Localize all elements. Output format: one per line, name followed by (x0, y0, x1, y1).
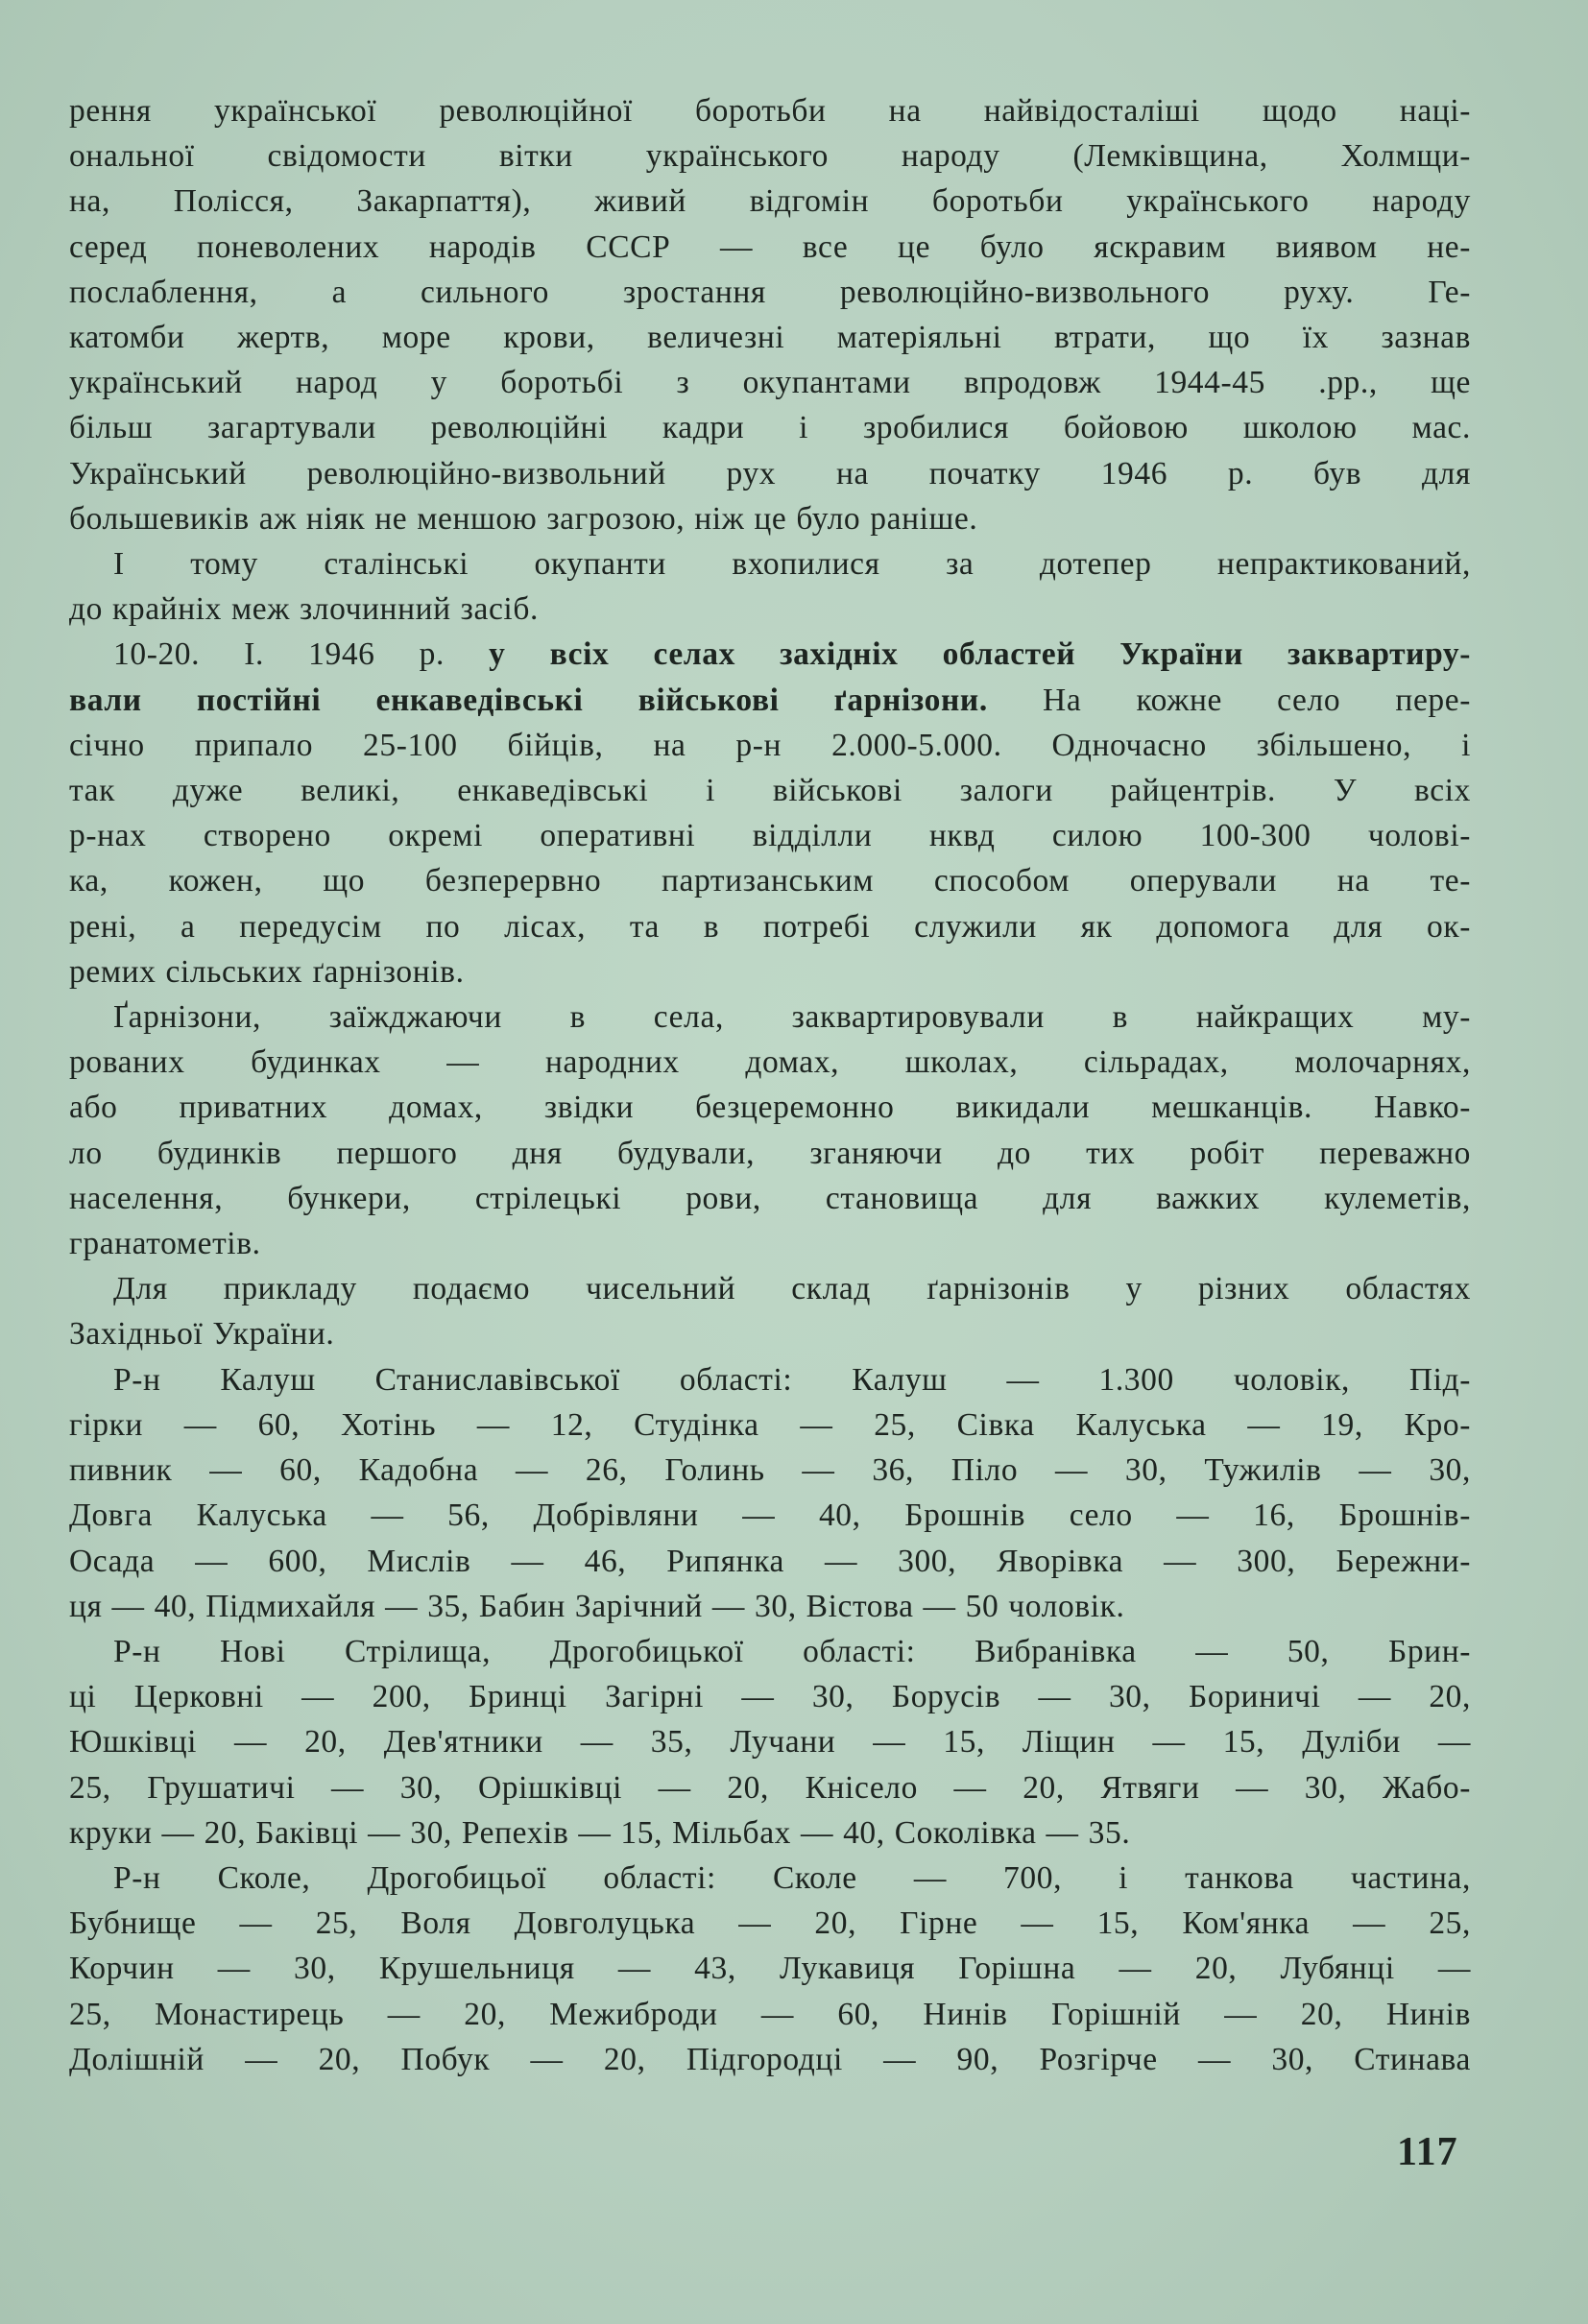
text-line: послаблення, а сильного зростання революційно-визвольного руху. Ге- (69, 274, 1471, 310)
text-line: Для прикладу подаємо чисельний склад ґарнізонів у різних областях (113, 1271, 1471, 1307)
bold-text: вали постійні енкаведівські військові ґарнізони. (69, 682, 988, 718)
text-line: круки — 20, Баківці — 30, Репехів — 15, Мільбах — 40, Соколівка — 35. (69, 1814, 1131, 1851)
text-line: ця — 40, Підмихайля — 35, Бабин Зарічний — 30, Вістова — 50 чоловік. (69, 1588, 1125, 1624)
text-line: або приватних домах, звідки безцеремонно викидали мешканців. Навко- (69, 1090, 1471, 1126)
text-line: ональної свідомости вітки українського народу (Лемківщина, Холмщи- (69, 138, 1471, 175)
text-line: ка, кожен, що безперервно партизанським способом оперували на те- (69, 863, 1471, 899)
text-line: більш загартували революційні кадри і зробилися бойовою школою мас. (69, 410, 1471, 446)
text-line: Осада — 600, Мислів — 46, Рипянка — 300, Яворівка — 300, Бережни- (69, 1543, 1471, 1579)
text-line: ло будинків першого дня будували, зганяючи до тих робіт переважно (69, 1135, 1471, 1171)
text-line: населення, бункери, стрілецькі рови, становища для важких кулеметів, (69, 1180, 1471, 1216)
text-line: Корчин — 30, Крушельниця — 43, Лукавиця Горішна — 20, Лубянці — (69, 1951, 1471, 1987)
text-line: січно припало 25-100 бійців, на р-н 2.000-5.000. Одночасно збільшено, і (69, 727, 1471, 763)
text-line: пивник — 60, Кадобна — 26, Голинь — 36, Піло — 30, Тужилів — 30, (69, 1452, 1471, 1489)
text-line: р-нах створено окремі оперативні відділли нквд силою 100-300 чолові- (69, 818, 1471, 854)
text-line: Долішній — 20, Побук — 20, Підгородці — 90, Розгірче — 30, Стинава (69, 2041, 1471, 2077)
text-line: катомби жертв, море крови, величезні матеріяльні втрати, що їх зазнав (69, 320, 1471, 356)
text-line: Юшківці — 20, Дев'ятники — 35, Лучани — 15, Ліщин — 15, Дуліби — (69, 1724, 1471, 1761)
paragraph-6 (69, 1357, 1471, 1629)
paragraph-3 (69, 632, 1471, 994)
text-line: ремих сільських ґарнізонів. (69, 953, 465, 990)
text-line: 25, Грушатичі — 30, Орішківці — 20, Кнісело — 20, Ятвяги — 30, Жабо- (69, 1769, 1471, 1806)
text-line: на, Полісся, Закарпаття), живий відгомін боротьби українського народу (69, 183, 1471, 220)
text-line: так дуже великі, енкаведівські і військові залоги райцентрів. У всіх (69, 773, 1471, 809)
text-line: рення української революційної боротьби на найвідосталіші щодо наці- (69, 93, 1471, 129)
text-line: І тому сталінські окупанти вхопилися за дотепер непрактикований, (113, 546, 1471, 583)
paragraph-8 (69, 1856, 1471, 2082)
text-line: український народ у боротьбі з окупантами впродовж 1944-45 .рр., ще (69, 365, 1471, 401)
paragraph-7 (69, 1629, 1471, 1856)
text-line: Р-н Нові Стрілища, Дрогобицької області: Вибранівка — 50, Брин- (113, 1633, 1471, 1669)
text-line: Бубнище — 25, Воля Довголуцька — 20, Гірне — 15, Ком'янка — 25, (69, 1905, 1471, 1942)
paragraph-2 (69, 541, 1471, 632)
paragraph-1 (69, 88, 1471, 541)
paragraph-5 (69, 1266, 1471, 1356)
paragraph-4 (69, 994, 1471, 1266)
text-line (69, 678, 1471, 723)
body-text (69, 88, 1471, 2082)
text-line: Р-н Сколе, Дрогобицьої області: Сколе — 700, і танкова частина, (113, 1859, 1471, 1896)
text-line: Довга Калуська — 56, Добрівляни — 40, Брошнів село — 16, Брошнів- (69, 1497, 1471, 1534)
text-line: рованих будинках — народних домах, школах, сільрадах, молочарнях, (69, 1044, 1471, 1081)
text-line: Ґарнізони, заїжджаючи в села, заквартировували в найкращих му- (113, 999, 1471, 1036)
text-line (69, 632, 1471, 677)
text-line: ці Церковні — 200, Бринці Загірні — 30, Борусів — 30, Бориничі — 20, (69, 1679, 1471, 1715)
text-line: большевиків аж ніяк не меншою загрозою, ніж це було раніше. (69, 500, 978, 537)
date-text: 10-20. І. 1946 р. (113, 636, 490, 673)
text-line: Р-н Калуш Станиславівської області: Калуш — 1.300 чоловік, Під- (113, 1361, 1471, 1398)
text-line: гірки — 60, Хотінь — 12, Студінка — 25, Сівка Калуська — 19, Кро- (69, 1406, 1471, 1443)
text-line: гранатометів. (69, 1226, 261, 1262)
text-line: рені, а передусім по лісах, та в потребі служили як допомога для ок- (69, 908, 1471, 945)
plain-text: На кожне село пере- (987, 682, 1471, 718)
text-line: серед поневолених народів СССР — все це було яскравим виявом не- (69, 228, 1471, 265)
text-line: Український революційно-визвольний рух на початку 1946 р. був для (69, 455, 1471, 491)
text-line: Західньої України. (69, 1316, 335, 1353)
page-number: 117 (1397, 2130, 1458, 2174)
text-line: до крайніх меж злочинний засіб. (69, 591, 539, 628)
text-line: 25, Монастирець — 20, Межиброди — 60, Нинів Горішній — 20, Нинів (69, 1996, 1471, 2032)
bold-text: у всіх селах західніх областей України заквартиру- (489, 636, 1471, 673)
